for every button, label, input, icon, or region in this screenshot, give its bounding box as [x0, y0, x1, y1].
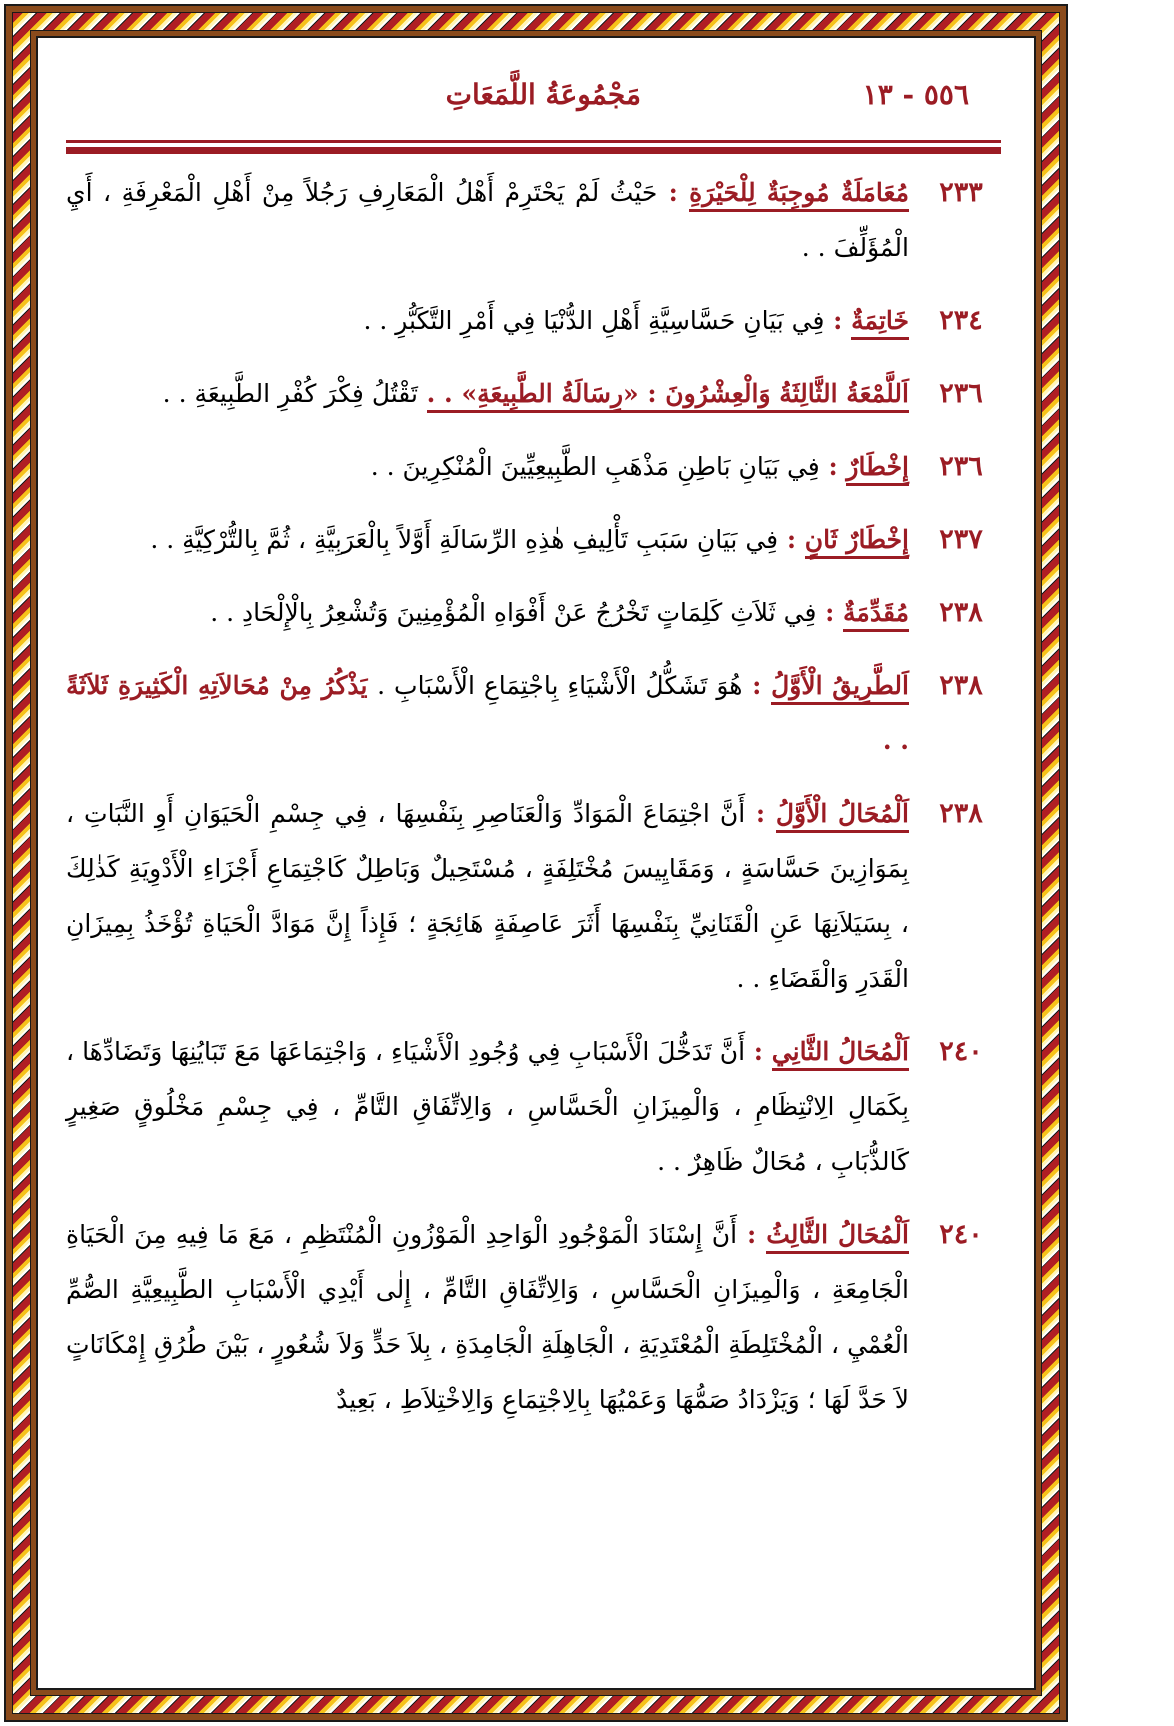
entry-separator: : [742, 671, 772, 700]
index-entry [66, 1024, 1001, 1189]
entry-text: تَقْتُلُ فِكْرَ كُفْرِ الطَّبِيعَةِ . . [162, 379, 418, 408]
entry-red-note: يَذْكُرُ مِنْ مُحَالاَتِهِ الْكَثِيرَةِ ثَلاَثَةً . . [66, 671, 909, 755]
entry-heading: اَلطَّرِيقُ الْأَوَّلُ [771, 671, 909, 705]
index-list [66, 165, 1001, 1445]
entry-separator [418, 379, 427, 408]
index-entry [66, 165, 1001, 275]
index-entry [66, 786, 1001, 1006]
header-rule-thick [66, 147, 1001, 154]
entry-separator: : [819, 452, 847, 481]
entry-separator: : [745, 1037, 772, 1066]
entry-text: فِي بَيَانِ حَسَّاسِيَّةِ أَهْلِ الدُّنْيَا فِي أَمْرِ التَّكَبُّرِ . . [363, 306, 825, 335]
entry-separator: : [778, 525, 805, 554]
entry-heading: خَاتِمَةٌ [851, 306, 909, 340]
entry-page-number: ٢٤٠ [939, 1219, 983, 1250]
entry-page-number: ٢٣٤ [939, 305, 983, 336]
entry-heading: مُقَدِّمَةٌ [843, 598, 909, 632]
entry-heading: مُعَامَلَةٌ مُوجِبَةٌ لِلْحَيْرَةِ [689, 178, 909, 212]
entry-text: فِي بَيَانِ بَاطِنِ مَذْهَبِ الطَّبِيعِيِّينَ الْمُنْكِرِينَ . . [370, 452, 820, 481]
entry-text: أَنَّ اجْتِمَاعَ الْمَوَادِّ وَالْعَنَاصِرِ بِنَفْسِهَا ، فِي جِسْمِ الْحَيَوَانِ أَوِ النَّبَاتِ ، بِمَوَازِينَ حَسَّاسَةٍ ، وَمَقَايِيسَ مُخْتَلِفَةٍ ، مُسْتَحِيلٌ وَبَاطِلٌ كَاجْتِمَاعِ أَجْزَاءِ الْأَدْوِيَةِ كَذٰلِكَ ، بِسَيَلاَنِهَا عَنِ الْقَنَانِيِّ بِنَفْسِهَا أَثَرَ عَاصِفَةٍ هَائِجَةٍ ؛ فَإِذاً إِنَّ مَوَادَّ الْحَيَاةِ تُؤْخَذُ بِمِيزَانِ الْقَدَرِ وَالْقَضَاءِ . . [66, 799, 909, 993]
entry-page-number: ٢٣٨ [939, 798, 983, 829]
header-rule-thin [66, 140, 1001, 143]
entry-text: هُوَ تَشَكُّلُ الْأَشْيَاءِ بِاجْتِمَاعِ الْأَسْبَابِ . [377, 671, 743, 700]
entry-separator: : [657, 178, 690, 207]
entry-text: فِي ثَلاَثِ كَلِمَاتٍ تَخْرُجُ عَنْ أَفْوَاهِ الْمُؤْمِنِينَ وَتُشْعِرُ بِالْإِلْحَادِ . . [210, 598, 817, 627]
index-entry [66, 658, 1001, 768]
entry-separator: : [816, 598, 844, 627]
entry-page-number: ٢٣٨ [939, 597, 983, 628]
entry-page-number: ٢٣٦ [939, 451, 983, 482]
entry-text: أَنَّ إِسْنَادَ الْمَوْجُودِ الْوَاحِدِ الْمَوْزُونِ الْمُنْتَظِمِ ، مَعَ مَا فِيهِ مِنَ الْحَيَاةِ الْجَامِعَةِ ، وَالْمِيزَانِ الْحَسَّاسِ ، وَالِاتِّفَاقِ التَّامِّ ، إِلٰى أَيْدِي الْأَسْبَابِ الطَّبِيعِيَّةِ الصُّمِّ الْعُمْيِ ، الْمُخْتَلِطَةِ الْمُعْتَدِيَةِ ، الْجَاهِلَةِ الْجَامِدَةِ ، بِلاَ حَدٍّ وَلاَ شُعُورٍ ، بَيْنَ طُرُقِ إِمْكَانَاتٍ لاَ حَدَّ لَهَا ؛ وَيَزْدَادُ صَمُّهَا وَعَمْيُهَا بِالِاجْتِمَاعِ وَالِاخْتِلاَطِ ، بَعِيدٌ [66, 1220, 909, 1414]
entry-text: أَنَّ تَدَخُّلَ الْأَسْبَابِ فِي وُجُودِ الْأَشْيَاءِ ، وَاجْتِمَاعَهَا مَعَ تَبَايُنِهَا وَتَضَادِّهَا ، بِكَمَالِ الِانْتِظَامِ ، وَالْمِيزَانِ الْحَسَّاسِ ، وَالِاتِّفَاقِ التَّامِّ ، فِي جِسْمِ مَخْلُوقٍ صَغِيرٍ كَالذُّبَابِ ، مُحَالٌ ظَاهِرٌ . . [66, 1037, 909, 1176]
entry-page-number: ٢٣٣ [939, 177, 983, 208]
running-title: مَجْمُوعَةُ اللَّمَعَاتِ [445, 78, 641, 111]
entry-heading: اَللَّمْعَةُ الثَّالِثَةُ وَالْعِشْرُونَ : «رِسَالَةُ الطَّبِيعَةِ» . . [427, 379, 909, 413]
entry-heading: اَلْمُحَالُ الثَّانِي [772, 1037, 909, 1071]
entry-text: حَيْثُ لَمْ يَحْتَرِمْ أَهْلُ الْمَعَارِفِ رَجُلاً مِنْ أَهْلِ الْمَعْرِفَةِ ، أَيِ الْمُؤَلِّفَ . . [66, 178, 909, 262]
entry-page-number: ٢٤٠ [939, 1036, 983, 1067]
page-number: ٥٥٦ - ١٣ [862, 78, 969, 111]
entry-page-number: ٢٣٨ [939, 670, 983, 701]
entry-separator: : [745, 799, 776, 828]
index-entry [66, 1207, 1001, 1427]
index-entry [66, 439, 1001, 494]
entry-heading: إِخْطَارٌ ثَانٍ [805, 525, 909, 559]
index-entry [66, 293, 1001, 348]
entry-heading: اَلْمُحَالُ الثَّالِثُ [766, 1220, 909, 1254]
entry-separator: : [824, 306, 852, 335]
entry-page-number: ٢٣٧ [939, 524, 983, 555]
index-entry [66, 512, 1001, 567]
page-header [66, 78, 1001, 118]
index-entry [66, 585, 1001, 640]
entry-separator: : [737, 1220, 767, 1249]
entry-heading: إِخْطَارٌ [846, 452, 909, 486]
entry-heading: اَلْمُحَالُ الْأَوَّلُ [776, 799, 909, 833]
entry-text: فِي بَيَانِ سَبَبِ تَأْلِيفِ هٰذِهِ الرِّسَالَةِ أَوَّلاً بِالْعَرَبِيَّةِ ، ثُمَّ بِالتُّرْكِيَّةِ . . [150, 525, 779, 554]
index-entry [66, 366, 1001, 421]
entry-page-number: ٢٣٦ [939, 378, 983, 409]
